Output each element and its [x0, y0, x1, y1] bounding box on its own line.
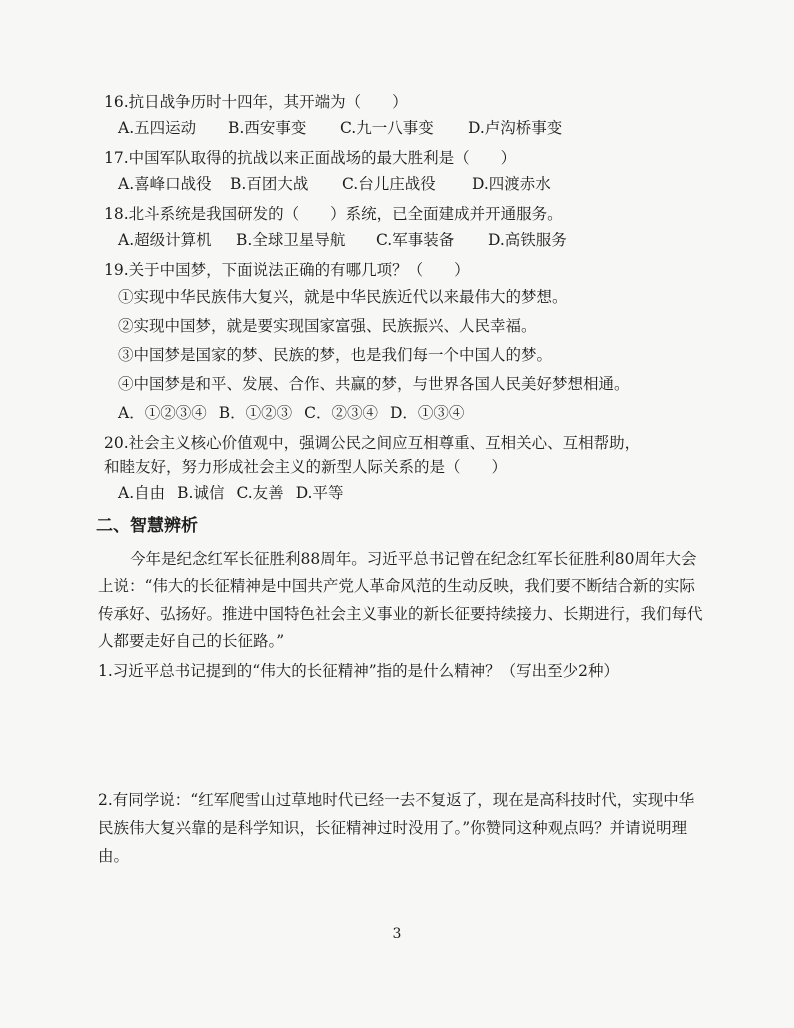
option-b: B.全球卫星导航 — [236, 231, 346, 250]
question-16: 16.抗日战争历时十四年，其开端为（ ） — [104, 93, 408, 111]
question-17: 17.中国军队取得的抗战以来正面战场的最大胜利是（ ） — [104, 149, 517, 168]
option-b: B.西安事变 — [228, 119, 307, 138]
question-content — [96, 90, 704, 870]
option-b: B.诚信 — [177, 484, 225, 503]
question-20-options — [118, 481, 704, 505]
question-18: 18.北斗系统是我国研发的（ ）系统，已全面建成并开通服务。 — [104, 205, 563, 224]
option-d: D.平等 — [295, 484, 344, 503]
option-c: C．②③④ — [304, 404, 378, 423]
option-d: D.高铁服务 — [488, 231, 567, 250]
sub-question-1: 1.习近平总书记提到的“伟大的长征精神”指的是什么精神？（写出至少2种） — [98, 661, 620, 680]
question-19-options — [118, 401, 704, 425]
option-a: A.喜峰口战役 — [118, 175, 212, 194]
sub-question-2: 2.有同学说：“红军爬雪山过草地时代已经一去不复返了，现在是高科技时代，实现中华民族伟大复兴靠的是科学知识，长征精神过时没用了。”你赞同这种观点吗？并请说明理由。 — [98, 791, 695, 865]
question-20-line-1: 20.社会主义核心价值观中，强调公民之间应互相尊重、互相关心、互相帮助， — [104, 434, 641, 453]
option-b: B.百团大战 — [230, 175, 309, 194]
option-d: D．①③④ — [389, 404, 465, 423]
statement-2: ②实现中国梦，就是要实现国家富强、民族振兴、人民幸福。 — [118, 317, 537, 336]
option-a: A.五四运动 — [118, 119, 197, 138]
option-d: D.卢沟桥事变 — [468, 119, 563, 138]
option-d: D.四渡赤水 — [472, 175, 551, 194]
section-title: 二、智慧辨析 — [96, 516, 198, 537]
statement-1: ①实现中华民族伟大复兴，就是中华民族近代以来最伟大的梦想。 — [118, 288, 568, 307]
option-c: C.台儿庄战役 — [342, 175, 436, 194]
question-19: 19.关于中国梦，下面说法正确的有哪几项？（ ） — [104, 261, 470, 280]
statement-4: ④中国梦是和平、发展、合作、共赢的梦，与世界各国人民美好梦想相通。 — [118, 375, 630, 394]
answer-space — [104, 685, 704, 785]
option-c: C.军事装备 — [376, 231, 455, 250]
option-a: A．①②③④ — [118, 404, 207, 423]
question-16-options — [118, 116, 704, 140]
option-b: B．①②③ — [218, 404, 293, 423]
passage: 今年是纪念红军长征胜利88周年。习近平总书记曾在纪念红军长征胜利80周年大会上说：“伟大的长征精神是中国共产党人革命风范的生动反映，我们要不断结合新的实际传承好、弘扬好。推进中国特色社会主义事业的新长征要持续接力、长期进行，我们每代人都要走好自己的长征路。” — [98, 549, 703, 651]
question-18-options — [118, 228, 704, 252]
statement-3: ③中国梦是国家的梦、民族的梦，也是我们每一个中国人的梦。 — [118, 346, 553, 365]
question-20-line-2: 和睦友好，努力形成社会主义的新型人际关系的是（ ） — [104, 458, 508, 477]
page-number: 3 — [392, 926, 402, 942]
option-a: A.自由 — [118, 484, 166, 503]
option-c: C.友善 — [236, 484, 284, 503]
question-17-options — [118, 172, 704, 196]
option-c: C.九一八事变 — [340, 119, 434, 138]
option-a: A.超级计算机 — [118, 231, 212, 250]
